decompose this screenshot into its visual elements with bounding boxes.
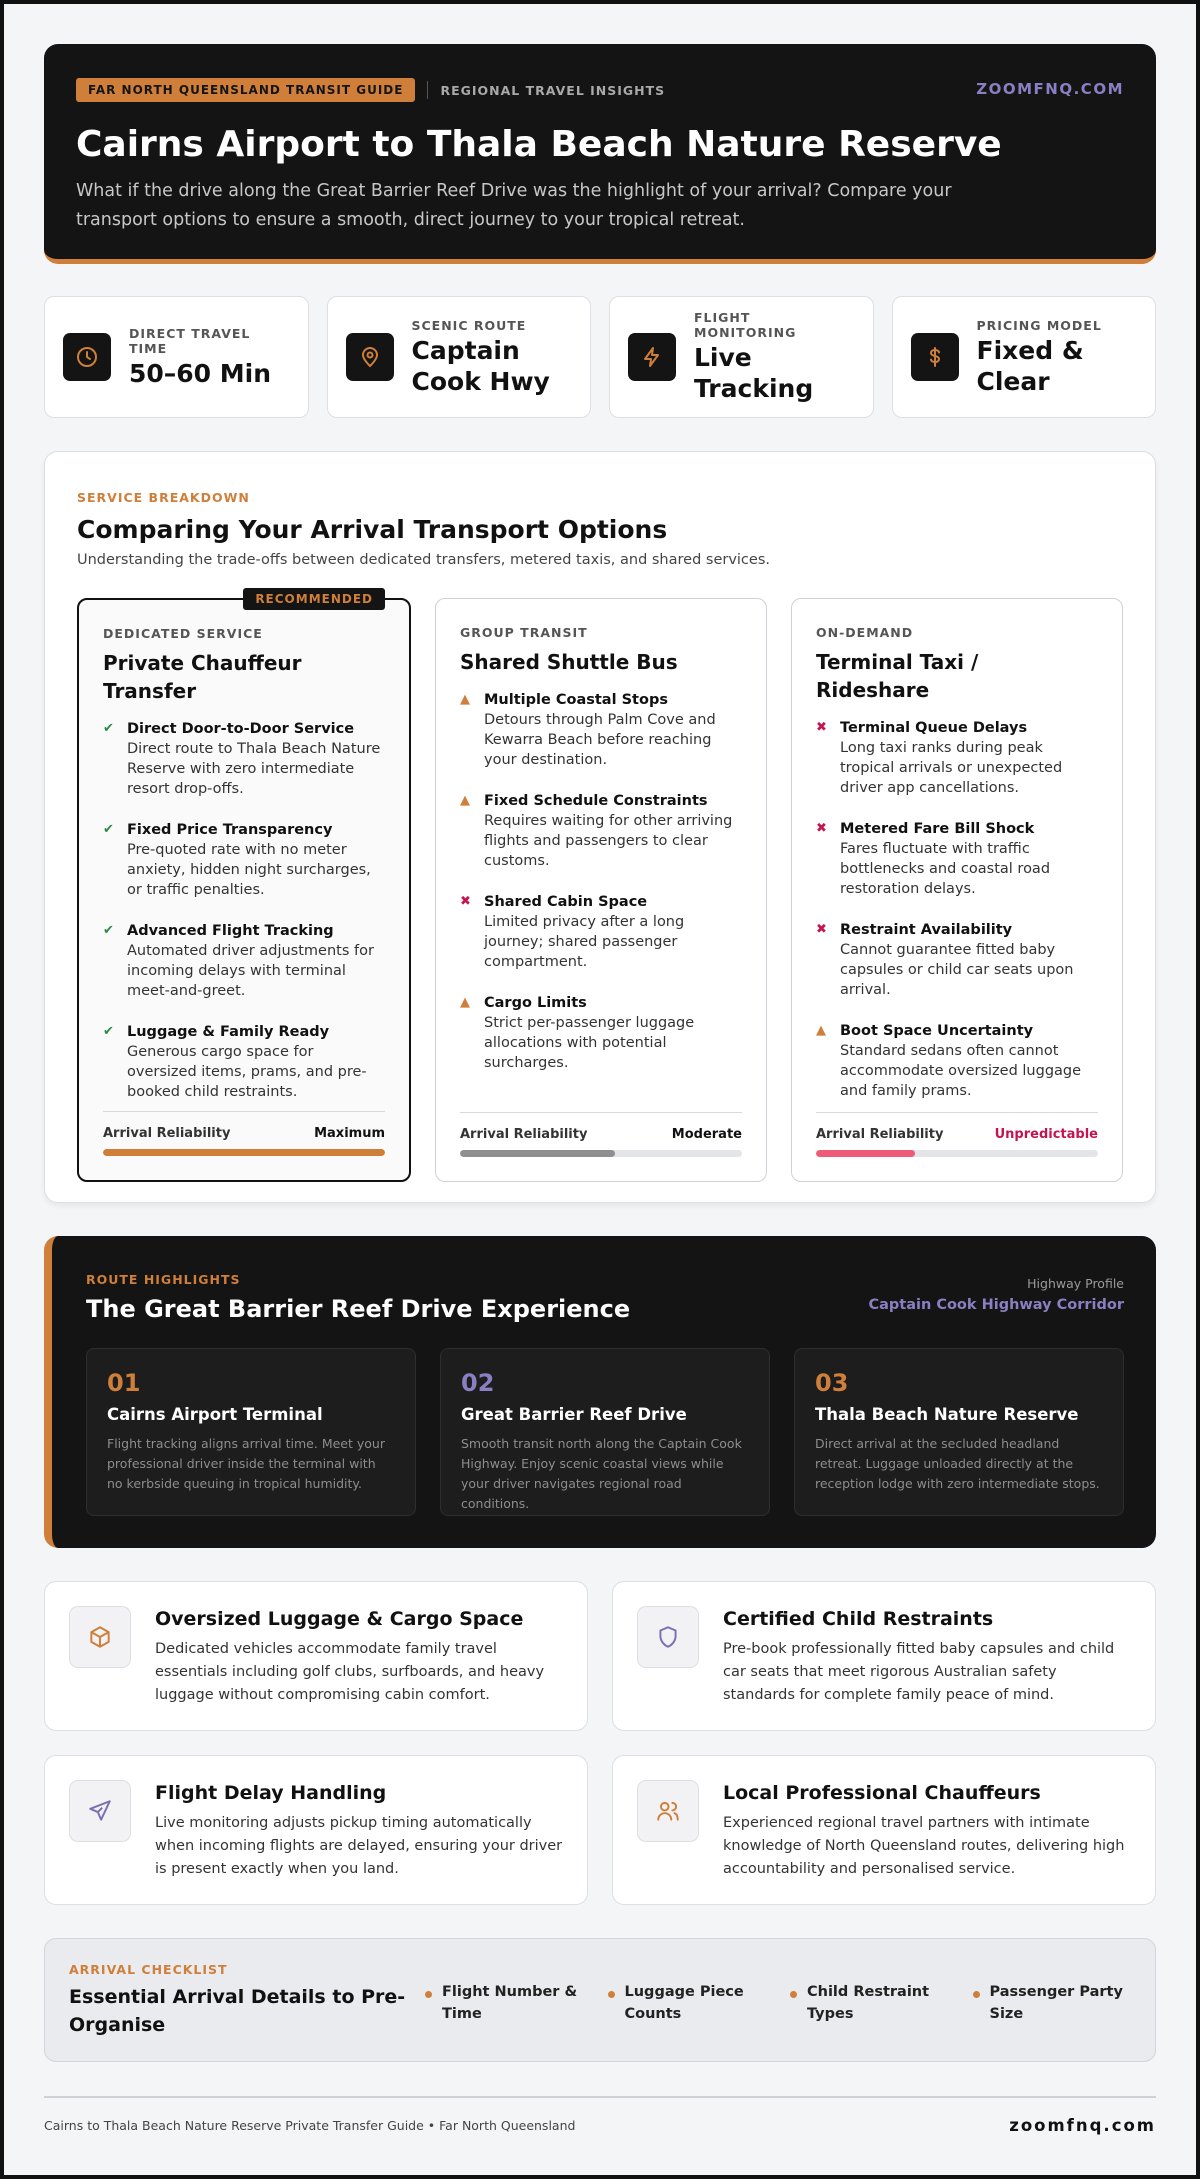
profile-value: Captain Cook Highway Corridor (868, 1297, 1124, 1313)
checklist-items (425, 1981, 1131, 2025)
clock-icon (63, 333, 111, 381)
item-description: Automated driver adjustments for incoming delays with terminal meet-and-greet. (127, 943, 374, 999)
feature-title: Oversized Luggage & Cargo Space (155, 1608, 524, 1630)
service-breakdown (44, 451, 1156, 1203)
warning-icon: ▲ (460, 995, 470, 1010)
option-title: Terminal Taxi / Rideshare (816, 650, 979, 702)
option-item (103, 1022, 385, 1102)
checklist-item-label: Passenger Party Size (989, 1984, 1123, 2022)
header-subtitle: REGIONAL TRAVEL INSIGHTS (440, 82, 666, 98)
box-icon (69, 1606, 131, 1668)
cross-icon: ✖ (816, 922, 827, 937)
step-description: Smooth transit north along the Captain Cook Highway. Enjoy scenic coastal views while your driver navigates regional road conditions. (461, 1436, 742, 1511)
reliability-bar (460, 1150, 742, 1157)
item-title: Fixed Price Transparency (127, 822, 333, 838)
option-title: Private Chauffeur Transfer (103, 651, 302, 703)
feature-description: Dedicated vehicles accommodate family travel essentials including golf clubs, surfboards, and heavy luggage without compromising cabin comfort. (155, 1641, 545, 1703)
route-steps (86, 1348, 1124, 1516)
option-item (103, 719, 385, 799)
item-title: Advanced Flight Tracking (127, 923, 334, 939)
stat-travel-time (44, 296, 309, 418)
step-title: Cairns Airport Terminal (107, 1405, 323, 1424)
item-description: Fares fluctuate with traffic bottlenecks and coastal road restoration delays. (840, 841, 1051, 897)
footer-site-link[interactable]: zoomfnq.com (1009, 2116, 1156, 2135)
page-description: What if the drive along the Great Barrier Reef Drive was the highlight of your arrival? Compare your transport options to ensure a smooth, direct journey to your tropical retreat. (76, 181, 952, 230)
stat-flight-monitoring (609, 296, 874, 418)
stat-value: Fixed & Clear (976, 335, 1084, 396)
feature-card (44, 1755, 588, 1905)
option-item (103, 820, 385, 900)
reliability-bar-fill (460, 1150, 615, 1157)
step-description: Direct arrival at the secluded headland retreat. Luggage unloaded directly at the reception lodge with zero intermediate stops. (815, 1436, 1100, 1491)
stat-label: SCENIC ROUTE (411, 317, 527, 333)
item-title: Terminal Queue Delays (840, 720, 1028, 736)
checklist-item (973, 1981, 1132, 2025)
check-icon: ✔ (103, 822, 114, 837)
checklist-item-label: Child Restraint Types (807, 1984, 930, 2022)
features-grid (44, 1581, 1156, 1905)
bullet-dot (973, 1991, 980, 1998)
check-icon: ✔ (103, 721, 114, 736)
shield-icon (637, 1606, 699, 1668)
feature-description: Live monitoring adjusts pickup timing automatically when incoming flights are delayed, ensuring your driver is present exactly when you land. (155, 1815, 563, 1877)
hero-header (44, 44, 1156, 264)
divider (427, 81, 428, 99)
option-eyebrow: GROUP TRANSIT (460, 625, 588, 640)
users-icon (637, 1780, 699, 1842)
option-items (460, 690, 742, 1073)
stat-label: DIRECT TRAVEL TIME (129, 325, 251, 356)
warning-icon: ▲ (816, 1023, 826, 1038)
option-card (435, 598, 767, 1182)
cross-icon: ✖ (460, 894, 471, 909)
feature-description: Experienced regional travel partners with intimate knowledge of North Queensland routes, delivering high accountability and personalised service. (723, 1815, 1125, 1877)
checklist-title: Essential Arrival Details to Pre-Organise (69, 1985, 406, 2036)
route-step (86, 1348, 416, 1516)
step-number: 02 (461, 1369, 495, 1397)
option-items (103, 719, 385, 1102)
reliability-value: Moderate (671, 1127, 742, 1142)
item-description: Pre-quoted rate with no meter anxiety, hidden night surcharges, or traffic penalties. (127, 842, 371, 898)
option-item (460, 993, 742, 1073)
stat-value: 50–60 Min (129, 358, 272, 388)
feature-card (44, 1581, 588, 1731)
reliability-meter (103, 1111, 385, 1156)
option-item (460, 791, 742, 871)
page (4, 4, 1196, 2175)
step-title: Thala Beach Nature Reserve (815, 1405, 1079, 1424)
item-description: Standard sedans often cannot accommodate oversized luggage and family prams. (840, 1043, 1082, 1099)
option-items (816, 718, 1098, 1101)
stat-label: PRICING MODEL (976, 317, 1102, 333)
reliability-value: Maximum (314, 1126, 385, 1141)
option-item (460, 892, 742, 972)
feature-description: Pre-book professionally fitted baby capsules and child car seats that meet rigorous Australian safety standards for complete family peace of mind. (723, 1641, 1115, 1703)
map-pin-icon (346, 333, 394, 381)
item-title: Metered Fare Bill Shock (840, 821, 1035, 837)
route-title: The Great Barrier Reef Drive Experience (86, 1295, 631, 1323)
cross-icon: ✖ (816, 720, 827, 735)
reliability-meter (460, 1112, 742, 1157)
item-description: Direct route to Thala Beach Nature Reserve with zero intermediate resort drop-offs. (127, 741, 381, 797)
recommended-badge: RECOMMENDED (243, 588, 385, 610)
check-icon: ✔ (103, 923, 114, 938)
option-item (460, 690, 742, 770)
item-title: Fixed Schedule Constraints (484, 793, 708, 809)
option-item (816, 819, 1098, 899)
stat-value: Captain Cook Hwy (411, 335, 550, 396)
bullet-dot (425, 1991, 432, 1998)
item-title: Shared Cabin Space (484, 894, 648, 910)
feature-card (612, 1581, 1156, 1731)
option-eyebrow: DEDICATED SERVICE (103, 626, 263, 641)
option-item (816, 718, 1098, 798)
stat-pricing-model (892, 296, 1157, 418)
reliability-label: Arrival Reliability (816, 1127, 944, 1142)
warning-icon: ▲ (460, 692, 470, 707)
check-icon: ✔ (103, 1024, 114, 1039)
checklist-item-label: Flight Number & Time (442, 1984, 578, 2022)
feature-title: Flight Delay Handling (155, 1782, 387, 1804)
route-step (794, 1348, 1124, 1516)
bullet-dot (790, 1991, 797, 1998)
footer-text: Cairns to Thala Beach Nature Reserve Private Transfer Guide • Far North Queensland (44, 2118, 576, 2133)
route-eyebrow: ROUTE HIGHLIGHTS (86, 1272, 241, 1287)
option-item (816, 1021, 1098, 1101)
reliability-bar-fill (816, 1150, 915, 1157)
checklist-item-label: Luggage Piece Counts (624, 1984, 744, 2022)
step-description: Flight tracking aligns arrival time. Meet your professional driver inside the terminal with no kerbside queuing in tropical humidity. (107, 1436, 385, 1491)
stat-value: Live Tracking (694, 343, 814, 403)
item-description: Cannot guarantee fitted baby capsules or child car seats upon arrival. (840, 942, 1074, 998)
plane-icon (69, 1780, 131, 1842)
stat-label: FLIGHT MONITORING (694, 310, 797, 340)
lightning-icon (628, 333, 676, 381)
step-number: 03 (815, 1369, 849, 1397)
step-number: 01 (107, 1369, 141, 1397)
reliability-meter (816, 1112, 1098, 1157)
footer (44, 2096, 1156, 2135)
option-eyebrow: ON-DEMAND (816, 625, 914, 640)
comparison-columns (77, 592, 1123, 1182)
dollar-icon (911, 333, 959, 381)
feature-title: Certified Child Restraints (723, 1608, 994, 1630)
route-highlights (44, 1236, 1156, 1548)
reliability-bar (816, 1150, 1098, 1157)
option-card (791, 598, 1123, 1182)
reliability-label: Arrival Reliability (103, 1126, 231, 1141)
reliability-bar-fill (103, 1149, 385, 1156)
item-description: Long taxi ranks during peak tropical arrivals or unexpected driver app cancellations. (840, 740, 1063, 796)
profile-label: Highway Profile (1027, 1276, 1124, 1291)
checklist-item (425, 1981, 584, 2025)
item-title: Boot Space Uncertainty (840, 1023, 1034, 1039)
stat-scenic-route (327, 296, 592, 418)
site-link[interactable]: ZOOMFNQ.COM (976, 80, 1124, 98)
page-title: Cairns Airport to Thala Beach Nature Reserve (76, 124, 1002, 165)
item-description: Limited privacy after a long journey; shared passenger compartment. (484, 914, 685, 970)
reliability-value: Unpredictable (994, 1127, 1098, 1142)
reliability-bar (103, 1149, 385, 1156)
feature-card (612, 1755, 1156, 1905)
item-description: Detours through Palm Cove and Kewarra Beach before reaching your destination. (484, 712, 716, 768)
checklist-eyebrow: ARRIVAL CHECKLIST (69, 1961, 228, 1977)
option-item (103, 921, 385, 1001)
reliability-label: Arrival Reliability (460, 1127, 588, 1142)
guide-badge: FAR NORTH QUEENSLAND TRANSIT GUIDE (76, 78, 415, 102)
item-title: Direct Door-to-Door Service (127, 721, 355, 737)
item-title: Cargo Limits (484, 995, 587, 1011)
option-item (816, 920, 1098, 1000)
item-title: Multiple Coastal Stops (484, 692, 668, 708)
stats-row (44, 296, 1156, 418)
item-title: Luggage & Family Ready (127, 1024, 330, 1040)
checklist-item (608, 1981, 767, 2025)
bullet-dot (608, 1991, 615, 1998)
section-description: Understanding the trade-offs between dedicated transfers, metered taxis, and shared services. (77, 552, 770, 568)
item-description: Generous cargo space for oversized items, prams, and pre-booked child restraints. (127, 1044, 367, 1100)
step-title: Great Barrier Reef Drive (461, 1405, 687, 1424)
option-title: Shared Shuttle Bus (460, 650, 678, 674)
option-card (77, 592, 411, 1182)
arrival-checklist (44, 1938, 1156, 2062)
feature-title: Local Professional Chauffeurs (723, 1782, 1041, 1804)
warning-icon: ▲ (460, 793, 470, 808)
highway-profile (868, 1276, 1124, 1313)
checklist-item (790, 1981, 949, 2025)
route-step (440, 1348, 770, 1516)
item-description: Strict per-passenger luggage allocations with potential surcharges. (484, 1015, 695, 1071)
cross-icon: ✖ (816, 821, 827, 836)
section-eyebrow: SERVICE BREAKDOWN (77, 490, 250, 505)
item-title: Restraint Availability (840, 922, 1013, 938)
item-description: Requires waiting for other arriving flights and passengers to clear customs. (484, 813, 733, 869)
section-title: Comparing Your Arrival Transport Options (77, 515, 668, 544)
